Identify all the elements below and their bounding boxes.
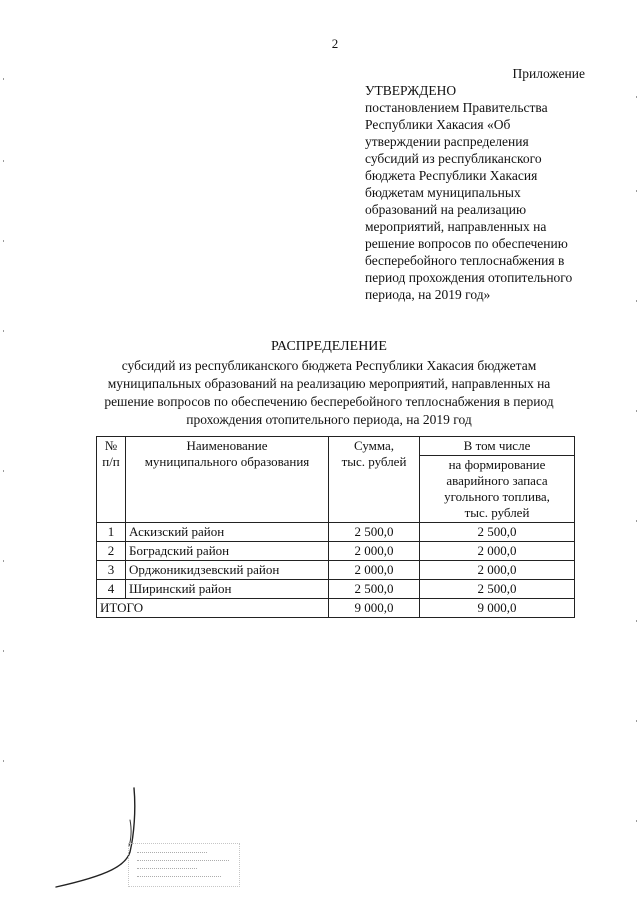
approval-line: субсидий из республиканского — [365, 151, 542, 166]
table-header-row — [97, 437, 575, 456]
subtitle-line: субсидий из республиканского бюджета Республики Хакасия бюджетам — [121, 358, 537, 373]
header-including: В том числе — [420, 437, 575, 456]
row-sum: 2 500,0 — [329, 523, 420, 542]
row-name: Боградский район — [126, 542, 329, 561]
distribution-table — [96, 436, 575, 618]
stamp-mark — [128, 843, 240, 887]
approval-line: постановлением Правительства — [365, 100, 548, 115]
approval-line: период прохождения отопительного — [365, 270, 573, 285]
approval-line: решение вопросов по обеспечению — [365, 236, 568, 251]
subtitle-line: прохождения отопительного периода, на 2019 год — [186, 412, 472, 427]
header-sum: Сумма, тыс. рублей — [329, 437, 420, 523]
total-label: ИТОГО — [97, 599, 329, 618]
scan-edge-right — [635, 0, 638, 905]
row-number: 2 — [97, 542, 126, 561]
document-title: РАСПРЕДЕЛЕНИЕ — [271, 339, 387, 354]
row-number: 3 — [97, 561, 126, 580]
header-emergency-reserve: на формирование аварийного запаса угольного топлива, тыс. рублей — [420, 456, 575, 523]
row-including: 2 500,0 — [420, 523, 575, 542]
approval-line: бесперебойного теплоснабжения в — [365, 253, 565, 268]
table-row — [97, 523, 575, 542]
header-name: Наименование муниципального образования — [126, 437, 329, 523]
appendix-label: Приложение — [512, 66, 585, 81]
total-sum: 9 000,0 — [329, 599, 420, 618]
table-row — [97, 580, 575, 599]
row-sum: 2 000,0 — [329, 542, 420, 561]
total-including: 9 000,0 — [420, 599, 575, 618]
row-name: Орджоникидзевский район — [126, 561, 329, 580]
approval-block — [365, 82, 605, 303]
row-including: 2 000,0 — [420, 561, 575, 580]
row-name: Аскизский район — [126, 523, 329, 542]
row-sum: 2 000,0 — [329, 561, 420, 580]
approval-line: мероприятий, направленных на — [365, 219, 547, 234]
approval-line: образований на реализацию — [365, 202, 527, 217]
document-subtitle — [0, 357, 640, 429]
header-number: № п/п — [97, 437, 126, 523]
row-number: 1 — [97, 523, 126, 542]
row-number: 4 — [97, 580, 126, 599]
table-row — [97, 561, 575, 580]
scan-edge-left — [2, 0, 5, 905]
page-number: 2 — [331, 36, 339, 51]
table-total-row — [97, 599, 575, 618]
approval-line: бюджетам муниципальных — [365, 185, 521, 200]
row-including: 2 000,0 — [420, 542, 575, 561]
approval-line: периода, на 2019 год» — [365, 287, 491, 302]
row-sum: 2 500,0 — [329, 580, 420, 599]
approval-heading: УТВЕРЖДЕНО — [365, 83, 457, 98]
subtitle-line: муниципальных образований на реализацию мероприятий, направленных на — [107, 376, 551, 391]
row-name: Ширинский район — [126, 580, 329, 599]
row-including: 2 500,0 — [420, 580, 575, 599]
approval-line: утверждении распределения — [365, 134, 529, 149]
approval-line: бюджета Республики Хакасия — [365, 168, 538, 183]
subtitle-line: решение вопросов по обеспечению бесперебойного теплоснабжения в период — [104, 394, 554, 409]
table-row — [97, 542, 575, 561]
approval-line: Республики Хакасия «Об — [365, 117, 511, 132]
